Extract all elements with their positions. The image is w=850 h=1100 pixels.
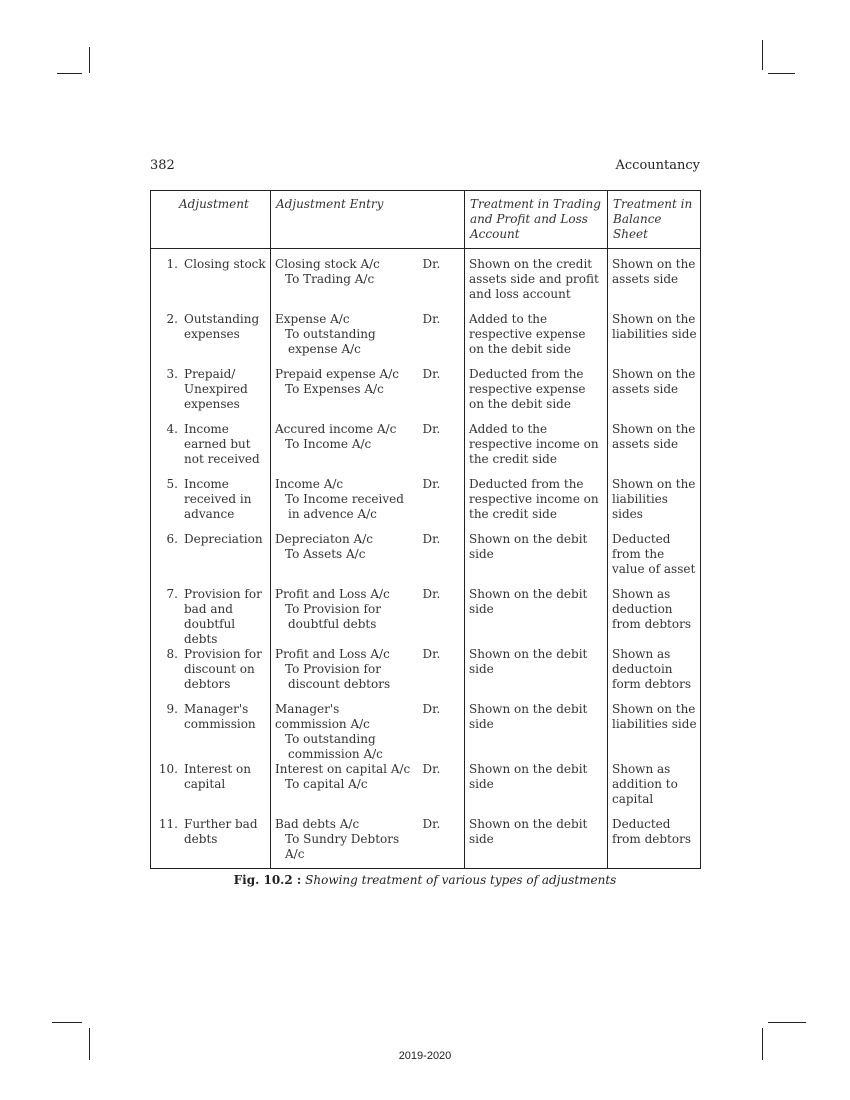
- entry-line: Depreciaton A/c: [275, 532, 373, 546]
- adjustment-number: 9.: [166, 702, 178, 716]
- cell-balance-treatment: Shown as deduction from debtors: [608, 587, 701, 647]
- entry-line: commission A/c: [275, 717, 370, 731]
- adjustment-name: Manager's commission: [184, 702, 256, 731]
- cell-entry: [271, 312, 423, 367]
- cell-trading-treatment: Shown on the debit side: [465, 762, 608, 817]
- entry-line: Profit and Loss A/c: [275, 587, 390, 601]
- adjustment-wrap: [151, 702, 267, 732]
- footer-year: 2019-2020: [398, 1050, 452, 1062]
- cell-adjustment: [151, 477, 271, 532]
- cell-trading-treatment: Shown on the debit side: [465, 587, 608, 647]
- entry-line: commission A/c: [288, 747, 383, 761]
- cell-trading-treatment: Shown on the debit side: [465, 817, 608, 869]
- adjustment-wrap: [151, 817, 267, 847]
- cell-trading-treatment: Deducted from the respective expense on the debit side: [465, 367, 608, 422]
- adjustment-wrap: [151, 762, 267, 792]
- table-header-row: [151, 191, 701, 249]
- adjustment-name: Prepaid/ Unexpired expenses: [184, 367, 248, 411]
- entry-line: expense A/c: [288, 342, 361, 356]
- adjustment-number: 5.: [166, 477, 178, 491]
- cell-entry: [271, 702, 423, 762]
- running-head: Accountancy: [615, 158, 700, 173]
- entry-line: To Provision for: [285, 662, 381, 676]
- cell-balance-treatment: Shown as deductoin form debtors: [608, 647, 701, 702]
- header-trading-treatment: Treatment in Trading and Profit and Loss Account: [465, 191, 608, 249]
- table-row: [151, 702, 701, 762]
- cell-entry: [271, 422, 423, 477]
- crop-mark: [57, 73, 82, 74]
- header-balance-treatment: Treatment in Balance Sheet: [608, 191, 701, 249]
- table-row: [151, 477, 701, 532]
- adjustment-number: 2.: [166, 312, 178, 326]
- cell-dr: Dr.: [423, 312, 465, 367]
- cell-adjustment: [151, 532, 271, 587]
- cell-trading-treatment: Shown on the debit side: [465, 647, 608, 702]
- cell-dr: Dr.: [423, 477, 465, 532]
- adjustment-name: Income received in advance: [184, 477, 252, 521]
- cell-entry: [271, 587, 423, 647]
- cell-balance-treatment: Deducted from the value of asset: [608, 532, 701, 587]
- figure-caption: [0, 873, 850, 887]
- entry-line: Profit and Loss A/c: [275, 647, 390, 661]
- cell-dr: Dr.: [423, 532, 465, 587]
- crop-mark: [52, 1022, 82, 1023]
- cell-entry: [271, 532, 423, 587]
- cell-balance-treatment: Shown on the liabilities side: [608, 702, 701, 762]
- adjustment-wrap: [151, 477, 267, 522]
- adjustment-number: 7.: [166, 587, 178, 601]
- table-row: [151, 647, 701, 702]
- adjustment-wrap: [151, 647, 267, 692]
- table-row: [151, 532, 701, 587]
- cell-trading-treatment: Shown on the debit side: [465, 532, 608, 587]
- table-row: [151, 817, 701, 869]
- adjustment-number: 10.: [158, 762, 178, 776]
- entry-line: To outstanding: [285, 327, 376, 341]
- table-row: [151, 587, 701, 647]
- adjustment-name: Depreciation: [184, 532, 263, 546]
- entry-line: To Sundry Debtors A/c: [285, 832, 400, 861]
- cell-balance-treatment: Shown on the liabilities side: [608, 312, 701, 367]
- cell-balance-treatment: Shown as addition to capital: [608, 762, 701, 817]
- adjustment-name: Further bad debts: [184, 817, 258, 846]
- header-adjustment: Adjustment: [151, 191, 271, 249]
- header-dr-spacer: [423, 191, 465, 249]
- adjustment-number: 6.: [166, 532, 178, 546]
- adjustment-wrap: [151, 367, 267, 412]
- cell-adjustment: [151, 367, 271, 422]
- cell-balance-treatment: Deducted from debtors: [608, 817, 701, 869]
- adjustment-wrap: [151, 257, 267, 272]
- cell-entry: [271, 817, 423, 869]
- entry-line: To Income A/c: [285, 437, 372, 451]
- cell-dr: Dr.: [423, 762, 465, 817]
- adjustment-name: Outstanding expenses: [184, 312, 260, 341]
- crop-mark: [768, 1022, 806, 1023]
- adjustment-name: Income earned but not received: [184, 422, 260, 466]
- entry-line: Expense A/c: [275, 312, 350, 326]
- cell-balance-treatment: Shown on the liabilities sides: [608, 477, 701, 532]
- entry-line: To Provision for: [285, 602, 381, 616]
- caption-text: Showing treatment of various types of adjustments: [305, 873, 617, 887]
- adjustment-wrap: [151, 312, 267, 342]
- entry-line: discount debtors: [288, 677, 391, 691]
- crop-mark: [768, 73, 795, 74]
- entry-line: Manager's: [275, 702, 340, 716]
- cell-trading-treatment: Shown on the credit assets side and profit and loss account: [465, 249, 608, 313]
- cell-adjustment: [151, 249, 271, 313]
- cell-entry: [271, 762, 423, 817]
- header-adjustment-entry: Adjustment Entry: [271, 191, 423, 249]
- cell-adjustment: [151, 817, 271, 869]
- caption-label: Fig. 10.2 :: [233, 873, 302, 887]
- adjustment-name: Provision for bad and doubtful debts: [184, 587, 262, 646]
- cell-adjustment: [151, 702, 271, 762]
- cell-adjustment: [151, 647, 271, 702]
- cell-entry: [271, 647, 423, 702]
- cell-balance-treatment: Shown on the assets side: [608, 422, 701, 477]
- entry-line: in advence A/c: [288, 507, 377, 521]
- table-row: [151, 422, 701, 477]
- cell-trading-treatment: Added to the respective expense on the debit side: [465, 312, 608, 367]
- cell-adjustment: [151, 587, 271, 647]
- cell-dr: Dr.: [423, 249, 465, 313]
- cell-dr: Dr.: [423, 422, 465, 477]
- page-number: 382: [150, 158, 175, 173]
- cell-dr: Dr.: [423, 817, 465, 869]
- table-row: [151, 312, 701, 367]
- cell-trading-treatment: Shown on the debit side: [465, 702, 608, 762]
- entry-line: Bad debts A/c: [275, 817, 360, 831]
- crop-mark: [89, 47, 90, 73]
- entry-line: Accured income A/c: [275, 422, 397, 436]
- table-row: [151, 249, 701, 313]
- entry-line: Prepaid expense A/c: [275, 367, 399, 381]
- cell-trading-treatment: Added to the respective income on the credit side: [465, 422, 608, 477]
- entry-line: To Trading A/c: [285, 272, 375, 286]
- crop-mark: [762, 40, 763, 70]
- adjustment-wrap: [151, 587, 267, 647]
- entry-line: doubtful debts: [288, 617, 377, 631]
- adjustment-number: 8.: [166, 647, 178, 661]
- entry-line: Closing stock A/c: [275, 257, 380, 271]
- adjustment-name: Closing stock: [184, 257, 266, 271]
- adjustment-name: Interest on capital: [184, 762, 251, 791]
- adjustment-number: 4.: [166, 422, 178, 436]
- cell-adjustment: [151, 762, 271, 817]
- cell-dr: Dr.: [423, 647, 465, 702]
- cell-entry: [271, 477, 423, 532]
- cell-dr: Dr.: [423, 587, 465, 647]
- adjustment-wrap: [151, 532, 267, 547]
- adjustment-number: 1.: [166, 257, 178, 271]
- cell-dr: Dr.: [423, 367, 465, 422]
- entry-line: To capital A/c: [285, 777, 368, 791]
- adjustments-table: [150, 190, 701, 869]
- cell-adjustment: [151, 422, 271, 477]
- adjustment-number: 11.: [158, 817, 178, 831]
- cell-dr: Dr.: [423, 702, 465, 762]
- cell-adjustment: [151, 312, 271, 367]
- entry-line: To Expenses A/c: [285, 382, 384, 396]
- adjustment-number: 3.: [166, 367, 178, 381]
- cell-trading-treatment: Deducted from the respective income on the credit side: [465, 477, 608, 532]
- entry-line: To outstanding: [285, 732, 376, 746]
- cell-balance-treatment: Shown on the assets side: [608, 367, 701, 422]
- adjustment-name: Provision for discount on debtors: [184, 647, 262, 691]
- cell-balance-treatment: Shown on the assets side: [608, 249, 701, 313]
- entry-line: Income A/c: [275, 477, 344, 491]
- cell-entry: [271, 367, 423, 422]
- table-row: [151, 367, 701, 422]
- adjustment-wrap: [151, 422, 267, 467]
- entry-line: To Income received: [285, 492, 404, 506]
- table-body: [151, 249, 701, 869]
- cell-entry: [271, 249, 423, 313]
- entry-line: Interest on capital A/c: [275, 762, 411, 776]
- table-row: [151, 762, 701, 817]
- entry-line: To Assets A/c: [285, 547, 366, 561]
